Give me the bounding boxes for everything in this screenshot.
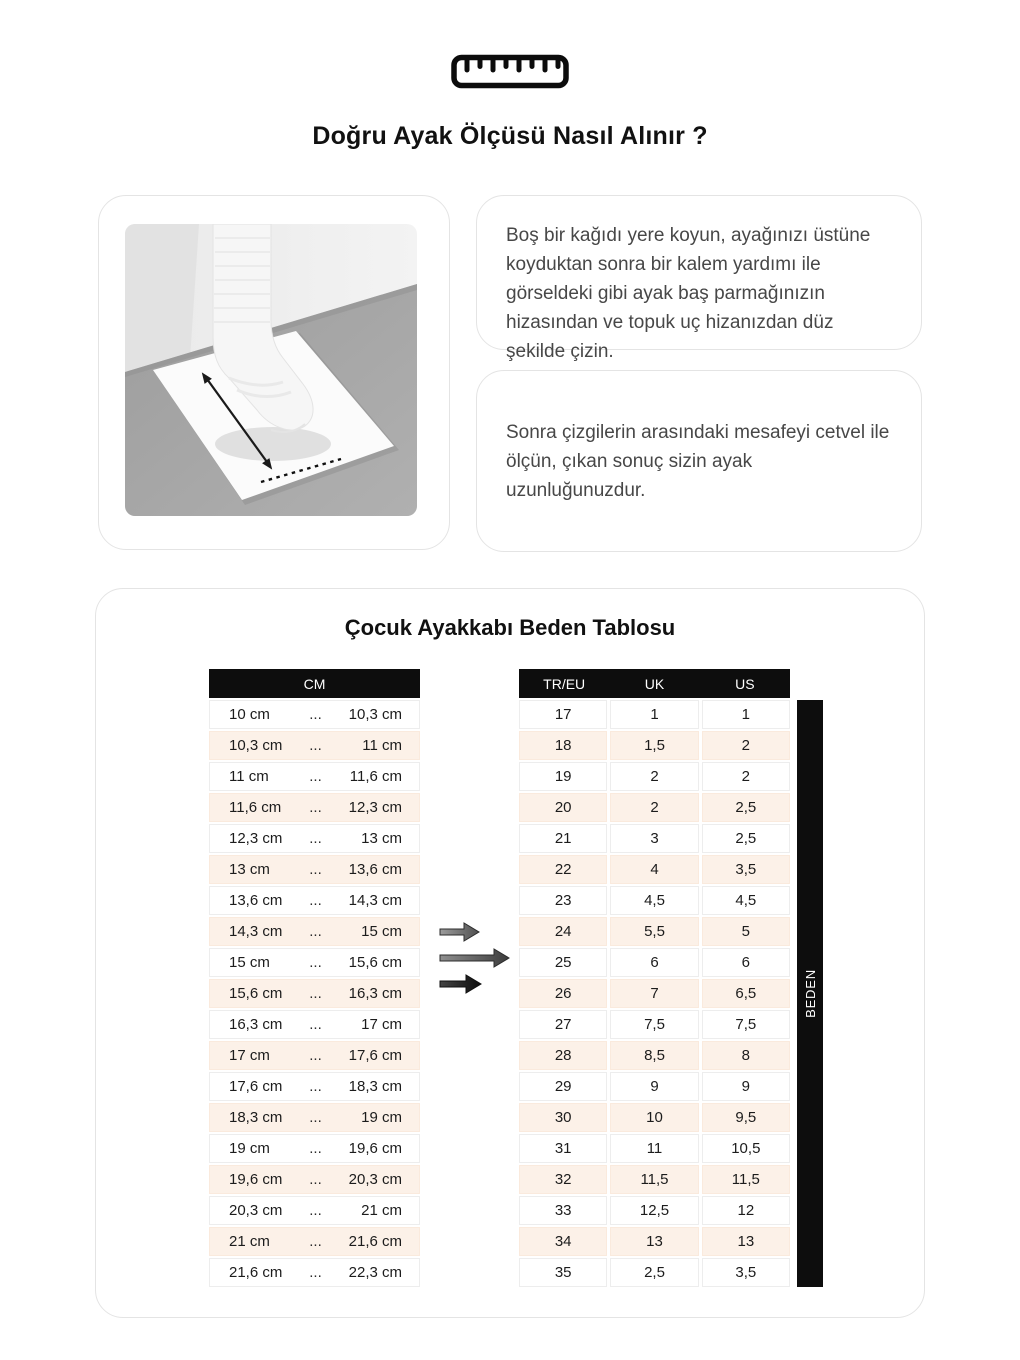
size-cell: 9 [610,1072,698,1101]
size-cell: 11,5 [610,1165,698,1194]
cm-table-header [209,669,420,698]
size-table-row [519,1227,790,1256]
size-cell: 26 [519,979,607,1008]
cm-separator: ... [309,830,322,847]
size-cell: 7,5 [610,1010,698,1039]
size-cell: 27 [519,1010,607,1039]
cm-from-value: 19 cm [229,1140,270,1157]
cm-separator: ... [309,1171,322,1188]
size-cell: 9 [702,1072,790,1101]
size-cell: 19 [519,762,607,791]
cm-separator: ... [309,737,322,754]
size-cell: 5,5 [610,917,698,946]
cm-from-value: 13 cm [229,861,270,878]
size-table-row [519,1103,790,1132]
size-cell: 7 [610,979,698,1008]
size-cell: 2,5 [702,793,790,822]
size-cell: 11,5 [702,1165,790,1194]
cm-separator: ... [309,1109,322,1126]
cm-from-value: 15,6 cm [229,985,283,1002]
cm-separator: ... [309,1140,322,1157]
size-cell: 9,5 [702,1103,790,1132]
cm-from-value: 21 cm [229,1233,270,1250]
size-cell: 33 [519,1196,607,1225]
size-cell: 12 [702,1196,790,1225]
size-cell: 11 [610,1134,698,1163]
cm-separator: ... [309,1202,322,1219]
foot-measure-photo-card [98,195,450,550]
cm-to-value: 22,3 cm [348,1264,402,1281]
cm-from-value: 16,3 cm [229,1016,283,1033]
cm-table-row [209,1227,420,1256]
cm-table-row [209,886,420,915]
size-cell: 2,5 [702,824,790,853]
cm-to-value: 21 cm [361,1202,402,1219]
cm-from-value: 19,6 cm [229,1171,283,1188]
size-table-row [519,917,790,946]
size-header-treu: TR/EU [543,675,586,692]
cm-separator: ... [309,954,322,971]
size-table-body [519,700,790,1287]
cm-to-value: 13,6 cm [348,861,402,878]
instruction-box-1 [476,195,922,362]
cm-table-row [209,917,420,946]
cm-to-value: 16,3 cm [348,985,402,1002]
size-table-row [519,1134,790,1163]
cm-separator: ... [309,985,322,1002]
cm-table-row [209,1165,420,1194]
cm-table-row [209,762,420,791]
cm-table [209,669,420,1287]
cm-to-value: 10,3 cm [348,706,402,723]
size-cell: 4 [610,855,698,884]
cm-to-value: 17 cm [361,1016,402,1033]
size-cell: 4,5 [702,886,790,915]
size-cell: 10 [610,1103,698,1132]
size-cell: 20 [519,793,607,822]
size-table-row [519,1072,790,1101]
cm-table-row [209,855,420,884]
size-chart-title: Çocuk Ayakkabı Beden Tablosu [344,615,676,640]
cm-table-row [209,793,420,822]
size-cell: 8,5 [610,1041,698,1070]
cm-from-value: 11 cm [229,768,269,785]
size-header-uk: UK [644,675,665,692]
cm-separator: ... [309,1264,322,1281]
cm-from-value: 10,3 cm [229,737,283,754]
cm-to-value: 11,6 cm [349,768,402,785]
cm-separator: ... [309,799,322,816]
size-cell: 8 [702,1041,790,1070]
size-cell: 1 [702,700,790,729]
size-chart-card [95,588,925,1318]
cm-to-value: 14,3 cm [348,892,402,909]
size-table-row [519,1010,790,1039]
ruler-icon [0,53,1020,90]
cm-table-row [209,731,420,760]
size-table-row [519,1258,790,1287]
size-cell: 1,5 [610,731,698,760]
size-cell: 28 [519,1041,607,1070]
cm-to-value: 15 cm [361,923,402,940]
cm-table-body [209,700,420,1287]
cm-separator: ... [309,768,322,785]
instruction-box-2 [476,370,922,552]
size-cell: 2 [702,731,790,760]
size-cell: 29 [519,1072,607,1101]
cm-from-value: 21,6 cm [229,1264,283,1281]
size-cell: 17 [519,700,607,729]
cm-separator: ... [309,1233,322,1250]
size-cell: 6 [702,948,790,977]
instruction-text-1: Boş bir kağıdı yere koyun, ayağınızı üstüne koyduktan sonra bir kalem yardımı ile görseldeki gibi ayak baş parmağınızın hizasından ve topuk uç hizanızdan düz şekilde çizin. [506,225,871,362]
transfer-arrows-icon [437,921,511,1000]
foot-measure-photo [125,224,417,516]
cm-to-value: 19 cm [361,1109,402,1126]
size-cell: 2 [702,762,790,791]
size-table-row [519,855,790,884]
size-table-row [519,979,790,1008]
size-table-header [519,669,790,698]
cm-separator: ... [309,1047,322,1064]
cm-table-row [209,1010,420,1039]
beden-side-label: BEDEN [802,969,818,1018]
size-cell: 13 [610,1227,698,1256]
cm-from-value: 15 cm [229,954,270,971]
cm-from-value: 17 cm [229,1047,270,1064]
size-table-row [519,886,790,915]
size-cell: 23 [519,886,607,915]
size-header-us: US [735,675,755,692]
size-cell: 2 [610,793,698,822]
size-cell: 6,5 [702,979,790,1008]
size-cell: 35 [519,1258,607,1287]
cm-table-row [209,948,420,977]
size-cell: 34 [519,1227,607,1256]
size-cell: 4,5 [610,886,698,915]
size-cell: 25 [519,948,607,977]
cm-to-value: 17,6 cm [348,1047,402,1064]
size-cell: 30 [519,1103,607,1132]
size-cell: 22 [519,855,607,884]
size-cell: 13 [702,1227,790,1256]
size-cell: 31 [519,1134,607,1163]
size-table-row [519,1165,790,1194]
cm-from-value: 18,3 cm [229,1109,283,1126]
size-cell: 3,5 [702,855,790,884]
size-cell: 10,5 [702,1134,790,1163]
size-table-row [519,948,790,977]
cm-separator: ... [309,1078,322,1095]
cm-separator: ... [309,861,322,878]
page-title: Doğru Ayak Ölçüsü Nasıl Alınır ? [312,122,708,150]
size-cell: 1 [610,700,698,729]
cm-table-row [209,1196,420,1225]
size-cell: 3 [610,824,698,853]
size-table-row [519,824,790,853]
cm-from-value: 12,3 cm [229,830,283,847]
size-cell: 12,5 [610,1196,698,1225]
size-cell: 32 [519,1165,607,1194]
beden-side-bar [797,700,823,1287]
size-cell: 2,5 [610,1258,698,1287]
cm-to-value: 18,3 cm [348,1078,402,1095]
cm-separator: ... [309,892,322,909]
instruction-text-2: Sonra çizgilerin arasındaki mesafeyi cetvel ile ölçün, çıkan sonuç sizin ayak uzunluğunuzdur. [506,421,890,501]
cm-header-label: CM [303,675,326,692]
size-cell: 6 [610,948,698,977]
cm-table-row [209,1134,420,1163]
cm-from-value: 13,6 cm [229,892,283,909]
cm-table-row [209,1041,420,1070]
cm-from-value: 10 cm [229,706,270,723]
cm-table-row [209,979,420,1008]
cm-from-value: 20,3 cm [229,1202,283,1219]
cm-separator: ... [309,923,322,940]
size-table [519,669,790,1287]
size-cell: 3,5 [702,1258,790,1287]
cm-to-value: 13 cm [361,830,402,847]
size-cell: 5 [702,917,790,946]
size-table-row [519,700,790,729]
cm-to-value: 20,3 cm [348,1171,402,1188]
cm-table-row [209,700,420,729]
cm-to-value: 15,6 cm [348,954,402,971]
size-table-row [519,1041,790,1070]
size-cell: 24 [519,917,607,946]
size-table-row [519,793,790,822]
cm-to-value: 21,6 cm [348,1233,402,1250]
size-table-row [519,762,790,791]
cm-to-value: 11 cm [362,737,402,754]
cm-to-value: 12,3 cm [348,799,402,816]
size-cell: 18 [519,731,607,760]
cm-table-row [209,1072,420,1101]
size-cell: 7,5 [702,1010,790,1039]
cm-from-value: 17,6 cm [229,1078,283,1095]
cm-separator: ... [309,706,322,723]
size-cell: 21 [519,824,607,853]
cm-from-value: 11,6 cm [229,799,282,816]
cm-from-value: 14,3 cm [229,923,283,940]
size-cell: 2 [610,762,698,791]
cm-separator: ... [309,1016,322,1033]
cm-to-value: 19,6 cm [348,1140,402,1157]
size-table-row [519,731,790,760]
cm-table-row [209,1103,420,1132]
cm-table-row [209,1258,420,1287]
cm-table-row [209,824,420,853]
size-table-row [519,1196,790,1225]
